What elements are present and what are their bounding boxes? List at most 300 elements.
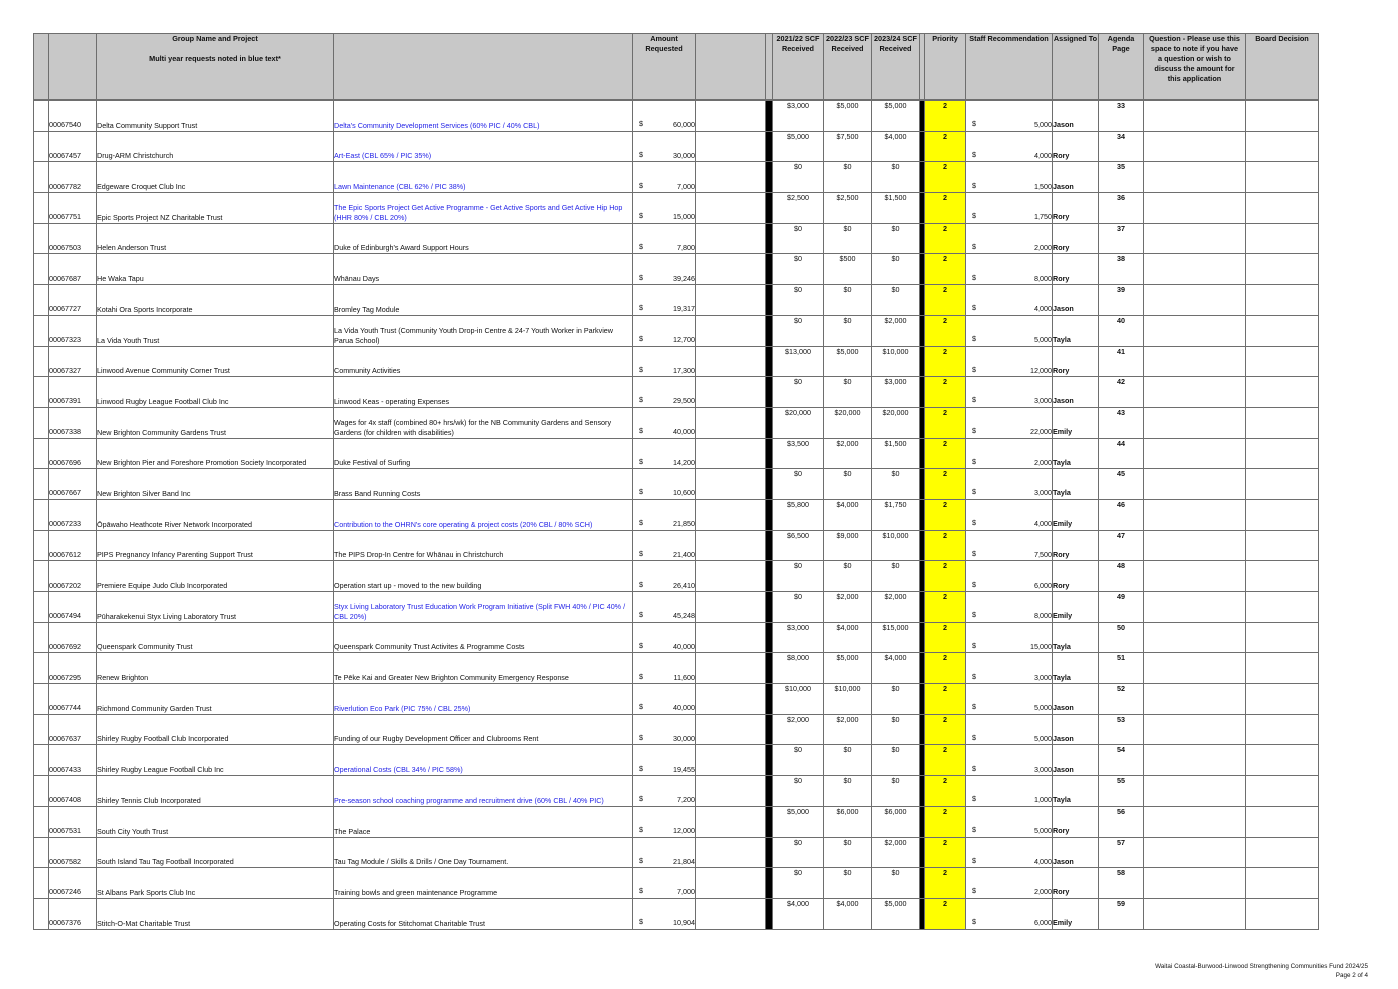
staff-recommendation (966, 193, 1053, 224)
table-row (34, 407, 1319, 438)
board-decision-cell[interactable] (1246, 837, 1319, 868)
application-id: 00067540 (49, 101, 97, 132)
amount-value: 60,000 (673, 120, 695, 130)
question-cell[interactable] (1144, 193, 1246, 224)
assigned-to: Jason (1053, 285, 1099, 316)
recommendation-value: 8,000 (1034, 273, 1052, 283)
scf-2022-23: $0 (824, 469, 872, 500)
currency-symbol: $ (639, 272, 643, 282)
amount-requested (633, 438, 696, 469)
assigned-to: Tayla (1053, 776, 1099, 807)
blank-cell (34, 837, 49, 868)
currency-symbol: $ (639, 855, 643, 865)
scf-2021-22: $0 (773, 868, 824, 899)
extra-cell (696, 315, 766, 346)
staff-recommendation (966, 315, 1053, 346)
priority-cell: 2 (925, 499, 966, 530)
amount-requested (633, 346, 696, 377)
agenda-page: 36 (1099, 193, 1144, 224)
recommendation-value: 2,000 (1034, 457, 1052, 467)
assigned-to: Jason (1053, 101, 1099, 132)
application-id: 00067744 (49, 684, 97, 715)
extra-cell (696, 377, 766, 408)
board-decision-cell[interactable] (1246, 530, 1319, 561)
priority-cell: 2 (925, 530, 966, 561)
table-row (34, 254, 1319, 285)
group-name: South Island Tau Tag Football Incorporated (97, 837, 334, 868)
staff-recommendation (966, 776, 1053, 807)
recommendation-value: 4,000 (1034, 856, 1052, 866)
assigned-to: Jason (1053, 377, 1099, 408)
priority-cell: 2 (925, 714, 966, 745)
project-name: The PIPS Drop-In Centre for Whānau in Christchurch (334, 530, 633, 561)
currency-symbol: $ (972, 917, 976, 927)
separator (766, 684, 773, 715)
amount-requested (633, 499, 696, 530)
question-cell[interactable] (1144, 407, 1246, 438)
group-name: Shirley Tennis Club Incorporated (97, 776, 334, 807)
application-id: 00067612 (49, 530, 97, 561)
amount-value: 40,000 (673, 703, 695, 713)
scf-2021-22: $3,500 (773, 438, 824, 469)
scf-2021-22: $5,000 (773, 806, 824, 837)
board-decision-cell[interactable] (1246, 684, 1319, 715)
board-decision-cell[interactable] (1246, 223, 1319, 254)
separator (766, 407, 773, 438)
currency-symbol: $ (639, 334, 643, 343)
application-id: 00067696 (49, 438, 97, 469)
recommendation-value: 1,000 (1034, 795, 1052, 805)
blank-cell (34, 377, 49, 408)
scf-2023-24: $0 (872, 714, 920, 745)
question-cell[interactable] (1144, 499, 1246, 530)
staff-recommendation (966, 346, 1053, 377)
currency-symbol: $ (972, 548, 976, 558)
recommendation-value: 6,000 (1034, 580, 1052, 590)
amount-requested (633, 407, 696, 438)
staff-recommendation (966, 469, 1053, 500)
recommendation-value: 12,000 (1030, 365, 1052, 375)
question-cell[interactable] (1144, 315, 1246, 346)
amount-value: 21,850 (673, 519, 695, 529)
question-cell[interactable] (1144, 223, 1246, 254)
scf-2023-24: $5,000 (872, 898, 920, 929)
scf-2023-24: $1,500 (872, 438, 920, 469)
currency-symbol: $ (972, 702, 976, 712)
question-cell[interactable] (1144, 684, 1246, 715)
extra-cell (696, 684, 766, 715)
group-name: Helen Anderson Trust (97, 223, 334, 254)
amount-requested (633, 223, 696, 254)
question-cell[interactable] (1144, 346, 1246, 377)
amount-value: 15,000 (673, 212, 695, 222)
scf-2021-22: $0 (773, 162, 824, 193)
group-name: New Brighton Pier and Foreshore Promotion Society Incorporated (97, 438, 334, 469)
extra-cell (696, 101, 766, 132)
staff-recommendation (966, 377, 1053, 408)
project-name: Contribution to the OHRN's core operating & project costs (20% CBL / 80% SCH) (334, 499, 633, 530)
amount-requested (633, 745, 696, 776)
amount-value: 17,300 (673, 365, 695, 375)
recommendation-value: 3,000 (1034, 488, 1052, 498)
group-header-label: Group Name and Project (172, 34, 258, 43)
extra-cell (696, 223, 766, 254)
agenda-page: 43 (1099, 407, 1144, 438)
question-header (1144, 34, 1246, 100)
amount-requested (633, 806, 696, 837)
question-cell[interactable] (1144, 714, 1246, 745)
staff-recommendation (966, 162, 1053, 193)
assigned-to: Tayla (1053, 653, 1099, 684)
priority-cell: 2 (925, 898, 966, 929)
group-name: La Vida Youth Trust (97, 315, 334, 346)
separator (766, 162, 773, 193)
y3-header (872, 34, 920, 100)
priority-cell: 2 (925, 193, 966, 224)
extra-cell (696, 469, 766, 500)
scf-2022-23: $7,500 (824, 131, 872, 162)
table-row (34, 898, 1319, 929)
project-name: Duke of Edinburgh's Award Support Hours (334, 223, 633, 254)
assigned-to: Tayla (1053, 438, 1099, 469)
amount-requested (633, 530, 696, 561)
currency-symbol: $ (639, 610, 643, 620)
application-id: 00067531 (49, 806, 97, 837)
project-name: Operation start up - moved to the new building (334, 561, 633, 592)
currency-symbol: $ (972, 518, 976, 528)
amount-requested (633, 714, 696, 745)
blank-cell (34, 499, 49, 530)
group-name: New Brighton Community Gardens Trust (97, 407, 334, 438)
scf-2022-23: $0 (824, 162, 872, 193)
priority-cell: 2 (925, 131, 966, 162)
scf-2021-22: $6,500 (773, 530, 824, 561)
board-decision-cell[interactable] (1246, 469, 1319, 500)
question-cell[interactable] (1144, 162, 1246, 193)
question-cell[interactable] (1144, 254, 1246, 285)
assigned-to: Rory (1053, 530, 1099, 561)
project-name: The Epic Sports Project Get Active Programme - Get Active Sports and Get Active Hip Hop (HHR 80% / CBL 20%) (334, 193, 633, 224)
board-decision-cell[interactable] (1246, 162, 1319, 193)
board-decision-cell[interactable] (1246, 407, 1319, 438)
board-decision-cell[interactable] (1246, 561, 1319, 592)
assigned-to: Jason (1053, 745, 1099, 776)
board-decision-cell[interactable] (1246, 377, 1319, 408)
header-row (34, 34, 1319, 100)
scf-2022-23: $0 (824, 223, 872, 254)
separator (766, 868, 773, 899)
currency-symbol: $ (972, 303, 976, 313)
agenda-page: 59 (1099, 898, 1144, 929)
question-cell[interactable] (1144, 898, 1246, 929)
group-name: Premiere Equipe Judo Club Incorporated (97, 561, 334, 592)
question-cell[interactable] (1144, 622, 1246, 653)
separator (766, 653, 773, 684)
extra-cell (696, 868, 766, 899)
group-name: Ōpāwaho Heathcote River Network Incorporated (97, 499, 334, 530)
table-row (34, 806, 1319, 837)
group-name: Richmond Community Garden Trust (97, 684, 334, 715)
currency-symbol: $ (639, 794, 643, 804)
amount-requested (633, 162, 696, 193)
project-name: Operational Costs (CBL 34% / PIC 58%) (334, 745, 633, 776)
separator (766, 346, 773, 377)
priority-cell: 2 (925, 377, 966, 408)
question-cell[interactable] (1144, 653, 1246, 684)
agenda-page: 33 (1099, 101, 1144, 132)
currency-symbol: $ (972, 364, 976, 374)
extra-cell (696, 622, 766, 653)
amount-value: 14,200 (673, 457, 695, 467)
scf-2021-22: $4,000 (773, 898, 824, 929)
project-name: Styx Living Laboratory Trust Education Work Program Initiative (Split FWH 40% / PIC 40% / CBL 20%) (334, 592, 633, 623)
y1-header-label: 2021/22 SCF Received (776, 34, 820, 53)
staff-recommendation (966, 653, 1053, 684)
extra-cell (696, 499, 766, 530)
priority-cell: 2 (925, 346, 966, 377)
scf-2021-22: $0 (773, 776, 824, 807)
scf-2021-22: $3,000 (773, 101, 824, 132)
amount-requested (633, 131, 696, 162)
table-row (34, 837, 1319, 868)
board-decision-cell[interactable] (1246, 193, 1319, 224)
amount-requested (633, 254, 696, 285)
application-id: 00067457 (49, 131, 97, 162)
footer-title: Waitai Coastal-Burwood-Linwood Strengthening Communities Fund 2024/25 (1155, 963, 1368, 970)
blank-cell (34, 315, 49, 346)
extra-cell (696, 653, 766, 684)
table-row (34, 745, 1319, 776)
scf-2021-22: $0 (773, 561, 824, 592)
question-cell[interactable] (1144, 776, 1246, 807)
scf-2021-22: $0 (773, 469, 824, 500)
question-cell[interactable] (1144, 868, 1246, 899)
id-header (49, 34, 97, 100)
staff-recommendation (966, 101, 1053, 132)
currency-symbol: $ (639, 303, 643, 313)
separator (766, 438, 773, 469)
scf-2023-24: $15,000 (872, 622, 920, 653)
scf-2023-24: $0 (872, 684, 920, 715)
scf-2023-24: $0 (872, 469, 920, 500)
recommendation-value: 5,000 (1034, 703, 1052, 713)
question-cell[interactable] (1144, 561, 1246, 592)
board-decision-cell[interactable] (1246, 346, 1319, 377)
priority-cell: 2 (925, 561, 966, 592)
application-id: 00067327 (49, 346, 97, 377)
blank-cell (34, 561, 49, 592)
blank-cell (34, 806, 49, 837)
scf-2023-24: $0 (872, 162, 920, 193)
board-decision-cell[interactable] (1246, 714, 1319, 745)
table-row (34, 285, 1319, 316)
currency-symbol: $ (639, 180, 643, 190)
y3-header-label: 2023/24 SCF Received (874, 34, 917, 53)
board-decision-cell[interactable] (1246, 898, 1319, 929)
question-cell[interactable] (1144, 101, 1246, 132)
group-name: Edgeware Croquet Club Inc (97, 162, 334, 193)
board-header (1246, 34, 1319, 100)
separator (766, 285, 773, 316)
scf-2021-22: $8,000 (773, 653, 824, 684)
priority-cell: 2 (925, 254, 966, 285)
priority-cell: 2 (925, 653, 966, 684)
recommendation-value: 3,000 (1034, 396, 1052, 406)
scf-2023-24: $20,000 (872, 407, 920, 438)
board-decision-cell[interactable] (1246, 438, 1319, 469)
amount-requested (633, 837, 696, 868)
separator (766, 837, 773, 868)
separator (766, 131, 773, 162)
amount-value: 7,800 (677, 242, 695, 252)
board-decision-cell[interactable] (1246, 868, 1319, 899)
separator (766, 377, 773, 408)
table-row (34, 714, 1319, 745)
staff-recommendation (966, 622, 1053, 653)
currency-symbol: $ (972, 119, 976, 129)
assigned-to: Rory (1053, 254, 1099, 285)
staff-recommendation (966, 285, 1053, 316)
project-name: Linwood Keas - operating Expenses (334, 377, 633, 408)
table-row (34, 622, 1319, 653)
agenda-page: 54 (1099, 745, 1144, 776)
amount-value: 26,410 (673, 580, 695, 590)
table-row (34, 592, 1319, 623)
board-decision-cell[interactable] (1246, 131, 1319, 162)
board-decision-cell[interactable] (1246, 622, 1319, 653)
scf-2022-23: $6,000 (824, 806, 872, 837)
separator (766, 101, 773, 132)
application-id: 00067391 (49, 377, 97, 408)
separator (766, 223, 773, 254)
amount-value: 7,000 (677, 181, 695, 191)
y1-header (773, 34, 824, 100)
board-decision-cell[interactable] (1246, 315, 1319, 346)
agenda-page: 42 (1099, 377, 1144, 408)
question-cell[interactable] (1144, 438, 1246, 469)
question-header-label: Question - Please use this space to note if you have a question or wish to discuss the amount for this application (1149, 34, 1240, 83)
blank-cell (34, 346, 49, 377)
assigned-to: Rory (1053, 806, 1099, 837)
project-header (334, 34, 633, 100)
question-cell[interactable] (1144, 131, 1246, 162)
assigned-to: Rory (1053, 131, 1099, 162)
extra-cell (696, 131, 766, 162)
currency-symbol: $ (639, 671, 643, 681)
currency-symbol: $ (972, 487, 976, 497)
scf-2022-23: $5,000 (824, 653, 872, 684)
currency-symbol: $ (639, 241, 643, 251)
scf-2021-22: $13,000 (773, 346, 824, 377)
extra-cell (696, 530, 766, 561)
currency-symbol: $ (972, 426, 976, 436)
currency-symbol: $ (972, 671, 976, 681)
board-decision-cell[interactable] (1246, 592, 1319, 623)
question-cell[interactable] (1144, 377, 1246, 408)
separator (766, 622, 773, 653)
application-id: 00067692 (49, 622, 97, 653)
currency-symbol: $ (639, 119, 643, 129)
amount-value: 21,400 (673, 549, 695, 559)
group-name: Drug-ARM Christchurch (97, 131, 334, 162)
scf-2022-23: $4,000 (824, 499, 872, 530)
question-cell[interactable] (1144, 806, 1246, 837)
assigned-to: Jason (1053, 162, 1099, 193)
board-decision-cell[interactable] (1246, 806, 1319, 837)
currency-symbol: $ (639, 702, 643, 712)
blank-cell (34, 101, 49, 132)
application-id: 00067295 (49, 653, 97, 684)
group-name: St Albans Park Sports Club Inc (97, 868, 334, 899)
funding-table (33, 33, 1319, 930)
group-name: Linwood Avenue Community Corner Trust (97, 346, 334, 377)
board-decision-cell[interactable] (1246, 745, 1319, 776)
recommendation-value: 3,000 (1034, 672, 1052, 682)
project-name: The Palace (334, 806, 633, 837)
currency-symbol: $ (972, 763, 976, 773)
project-name: Whānau Days (334, 254, 633, 285)
staff-recommendation (966, 499, 1053, 530)
scf-2023-24: $0 (872, 254, 920, 285)
group-name: New Brighton Silver Band Inc (97, 469, 334, 500)
question-cell[interactable] (1144, 285, 1246, 316)
blank-cell (34, 223, 49, 254)
question-cell[interactable] (1144, 745, 1246, 776)
extra-cell (696, 837, 766, 868)
application-id: 00067503 (49, 223, 97, 254)
table-row (34, 131, 1319, 162)
table-row (34, 223, 1319, 254)
currency-symbol: $ (972, 211, 976, 221)
agenda-page: 55 (1099, 776, 1144, 807)
recommendation-value: 1,500 (1034, 181, 1052, 191)
project-name: Operating Costs for Stitchomat Charitable Trust (334, 898, 633, 929)
board-decision-cell[interactable] (1246, 101, 1319, 132)
scf-2021-22: $0 (773, 223, 824, 254)
project-name: Duke Festival of Surfing (334, 438, 633, 469)
currency-symbol: $ (639, 211, 643, 221)
scf-2021-22: $20,000 (773, 407, 824, 438)
scf-2022-23: $4,000 (824, 622, 872, 653)
question-cell[interactable] (1144, 837, 1246, 868)
board-decision-cell[interactable] (1246, 776, 1319, 807)
question-cell[interactable] (1144, 530, 1246, 561)
amount-value: 21,804 (673, 856, 695, 866)
staff-recommendation (966, 592, 1053, 623)
separator (766, 193, 773, 224)
recommendation-value: 15,000 (1030, 641, 1052, 651)
table-row (34, 315, 1319, 346)
staff-recommendation (966, 684, 1053, 715)
question-cell[interactable] (1144, 592, 1246, 623)
scf-2022-23: $2,000 (824, 438, 872, 469)
board-decision-cell[interactable] (1246, 499, 1319, 530)
agenda-page: 39 (1099, 285, 1144, 316)
recommendation-value: 22,000 (1030, 427, 1052, 437)
question-cell[interactable] (1144, 469, 1246, 500)
board-decision-cell[interactable] (1246, 653, 1319, 684)
blank-cell (34, 898, 49, 929)
extra-cell (696, 898, 766, 929)
scf-2023-24: $2,000 (872, 837, 920, 868)
agenda-page: 50 (1099, 622, 1144, 653)
board-decision-cell[interactable] (1246, 254, 1319, 285)
board-decision-cell[interactable] (1246, 285, 1319, 316)
footer-page: Page 2 of 4 (1335, 971, 1368, 979)
application-id: 00067338 (49, 407, 97, 438)
blank-cell (34, 776, 49, 807)
board-header-label: Board Decision (1255, 34, 1309, 43)
